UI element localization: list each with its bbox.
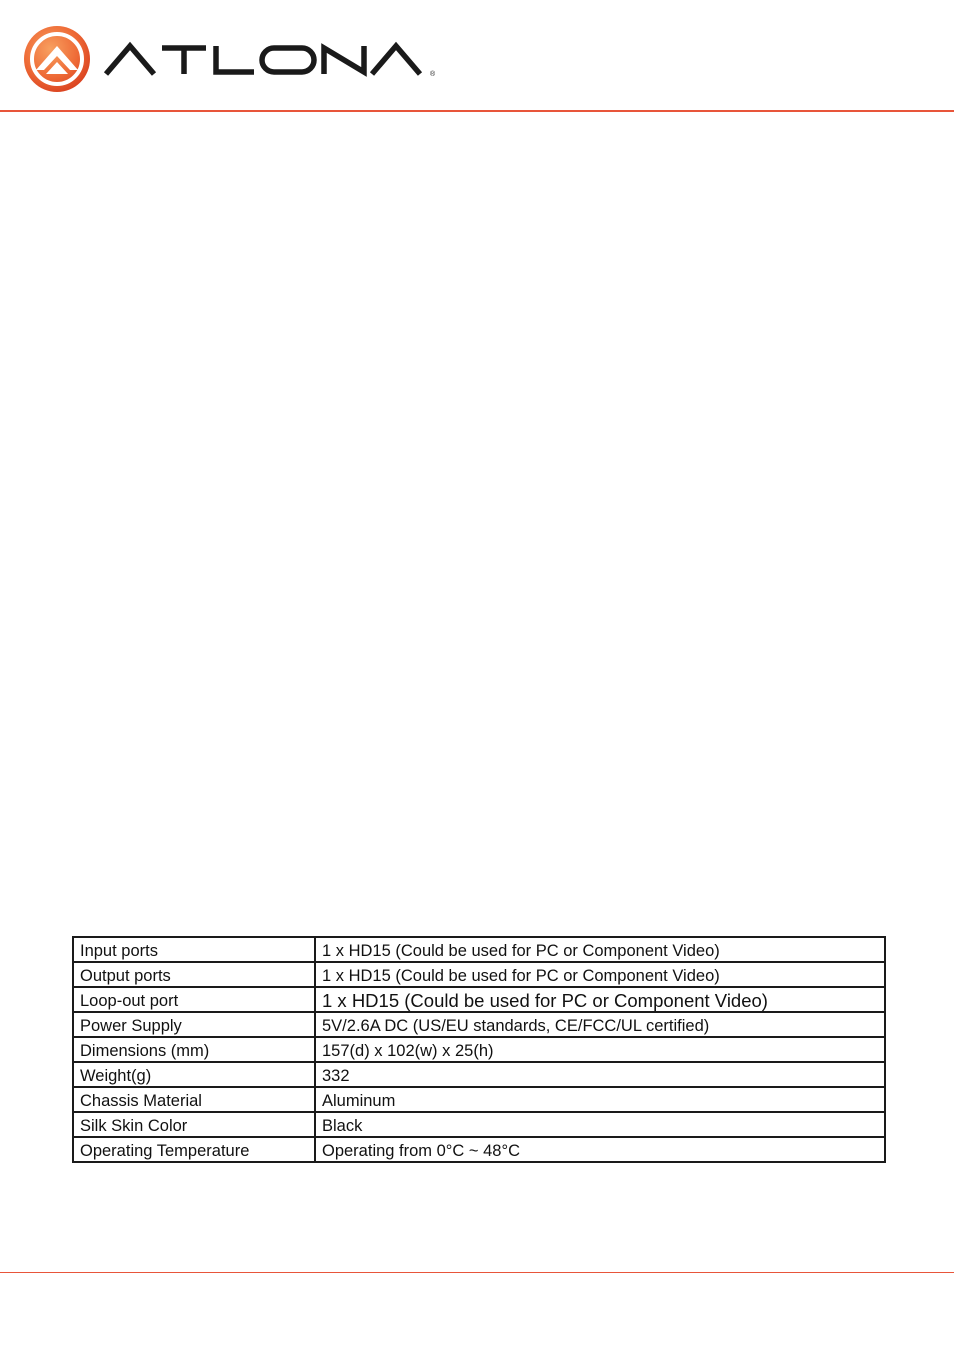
- spec-label: Input ports: [73, 937, 315, 962]
- registered-mark: ®: [430, 71, 436, 78]
- spec-label: Silk Skin Color: [73, 1112, 315, 1137]
- spec-value: 157(d) x 102(w) x 25(h): [315, 1037, 885, 1062]
- atlona-wordmark: [102, 40, 442, 80]
- atlona-logo: [22, 24, 442, 94]
- spec-value: 5V/2.6A DC (US/EU standards, CE/FCC/UL certified): [315, 1012, 885, 1037]
- spec-value: Operating from 0°C ~ 48°C: [315, 1137, 885, 1162]
- table-row: [73, 1062, 885, 1087]
- table-row: [73, 1087, 885, 1112]
- specifications-table: [72, 936, 886, 1163]
- table-row: [73, 962, 885, 987]
- spec-value: 1 x HD15 (Could be used for PC or Component Video): [315, 962, 885, 987]
- spec-label: Weight(g): [73, 1062, 315, 1087]
- footer-divider: [0, 1272, 954, 1273]
- spec-label: Chassis Material: [73, 1087, 315, 1112]
- table-row: [73, 1012, 885, 1037]
- spec-value: 1 x HD15 (Could be used for PC or Component Video): [315, 937, 885, 962]
- table-row: [73, 937, 885, 962]
- spec-value: 332: [315, 1062, 885, 1087]
- spec-label: Dimensions (mm): [73, 1037, 315, 1062]
- spec-value: Black: [315, 1112, 885, 1137]
- spec-value: Aluminum: [315, 1087, 885, 1112]
- table-row: [73, 1037, 885, 1062]
- spec-label: Loop-out port: [73, 987, 315, 1012]
- spec-label: Power Supply: [73, 1012, 315, 1037]
- table-row: [73, 1137, 885, 1162]
- table-row: [73, 1112, 885, 1137]
- spec-label: Output ports: [73, 962, 315, 987]
- header-divider: [0, 110, 954, 112]
- spec-value: 1 x HD15 (Could be used for PC or Component Video): [315, 987, 885, 1012]
- table-row: [73, 987, 885, 1012]
- spec-label: Operating Temperature: [73, 1137, 315, 1162]
- page-header: [0, 0, 954, 112]
- atlona-emblem-icon: [22, 24, 92, 94]
